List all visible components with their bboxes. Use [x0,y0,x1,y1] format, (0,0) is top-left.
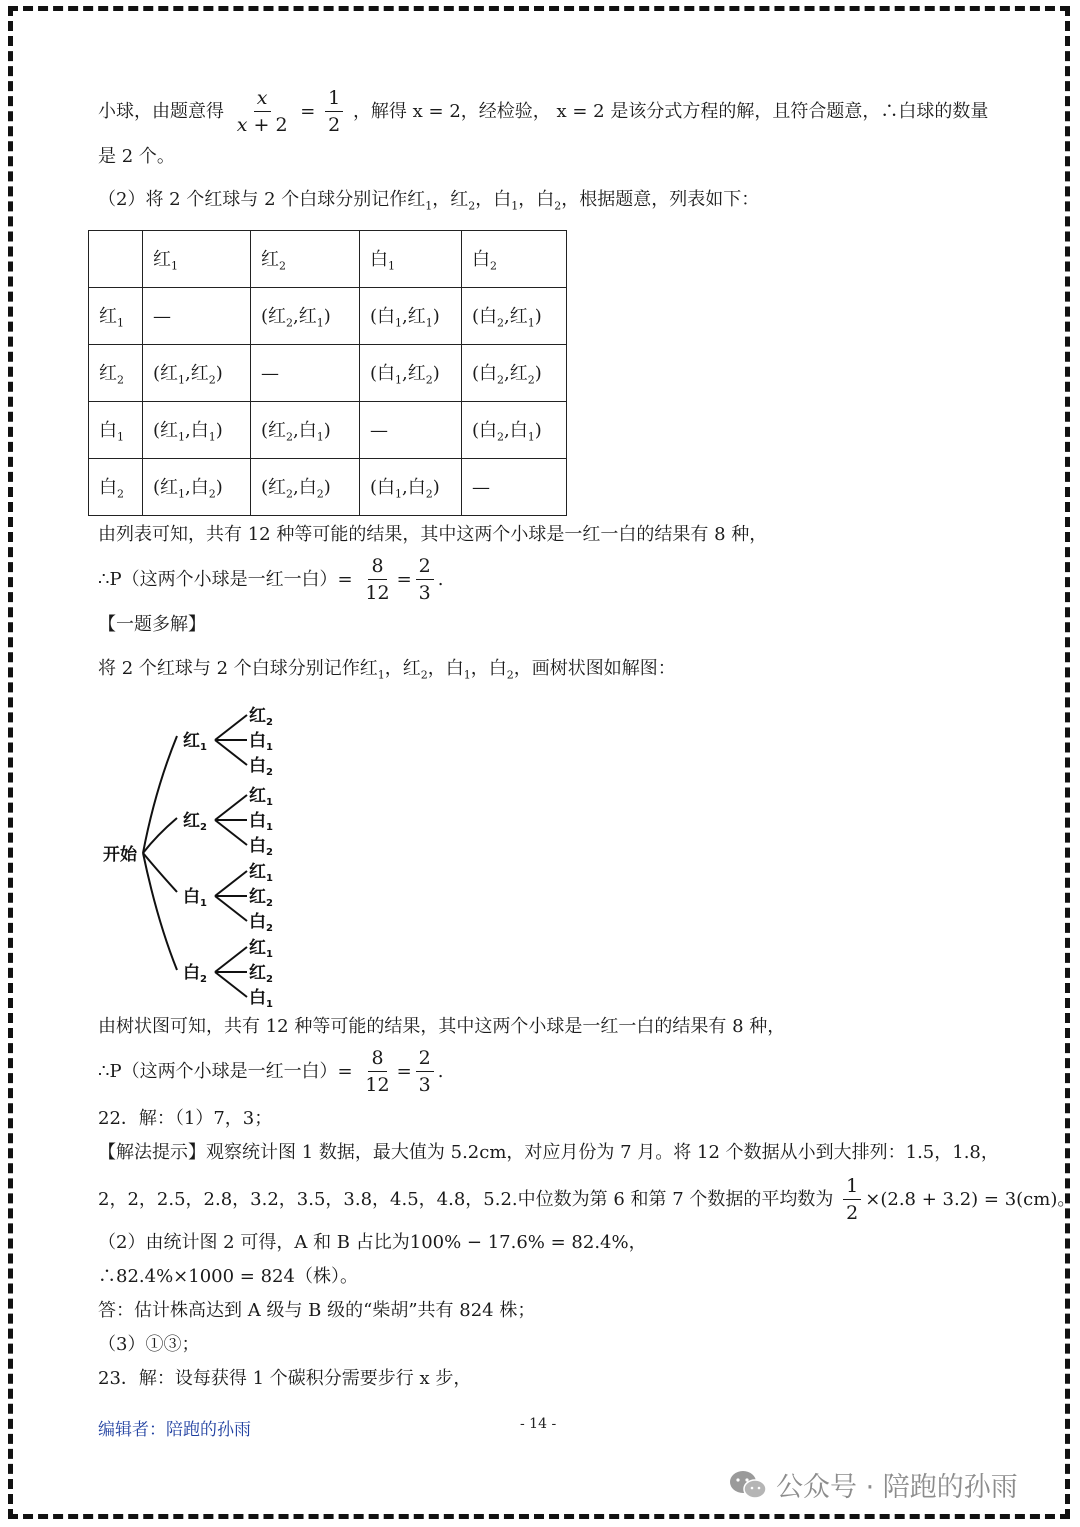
multi-solution-title: 【一题多解】 [98,614,206,635]
tree-diagram [95,700,295,1010]
table-cell: (白$_2$,红$_2$) [462,345,567,402]
table-row [89,288,567,345]
page-number: - 14 - [520,1416,557,1432]
tree-intro: 将 2 个红球与 2 个白球分别记作红$_1$，红$_2$，白$_1$，白$_2$，画树状图如解图： [98,658,676,682]
tree-edge [215,795,247,820]
probability-line-2: ∴P（这两个小球是一红一白）= $\frac{8}{12}$ = $\frac{2}{3}$ . [98,1047,444,1096]
tree-edge [215,947,247,972]
wechat-icon [728,1469,768,1501]
table-cell: 红$_2$ [251,231,360,288]
table-cell: 红$_2$ [89,345,143,402]
hint-line-1: 【解法提示】观察统计图 1 数据，最大值为 5.2cm，对应月份为 7 月。将 12 个数据从小到大排列：1.5，1.8， [98,1142,999,1163]
table-row [89,345,567,402]
tree-leaf-label: 白$_2$ [249,912,273,934]
table-cell: 白$_2$ [462,231,567,288]
tree-branch-label: 白$_1$ [183,887,207,909]
table-cell: 白$_1$ [360,231,462,288]
fraction-8-12: $\frac{8}{12}$ [365,555,390,604]
table-cell: (白$_1$,白$_2$) [360,459,462,516]
tree-conclusion: 由树状图可知，共有 12 种等可能的结果，其中这两个小球是一红一白的结果有 8 种， [98,1016,786,1037]
tree-leaf-label: 白$_1$ [249,811,273,833]
editor-credit: 编辑者：陪跑的孙雨 [98,1420,251,1440]
fraction-one-half: $\frac{1}{2}$ [325,88,343,136]
table-cell: — [143,288,251,345]
table-cell: 白$_1$ [89,402,143,459]
solution-line-1: 小球，由题意得 $\frac{x}{x + 2}$ = $\frac{1}{2}$ ，解得 x = 2，经检验， x = 2 是该分式方程的解，且符合题意，∴白球的数量 [98,87,989,136]
tree-leaf-label: 白$_2$ [249,836,273,858]
table-cell: (红$_2$,白$_1$) [251,402,360,459]
fraction-one-half: $\frac{1}{2}$ [843,1176,861,1224]
tree-leaf-label: 红$_1$ [249,786,273,808]
table-cell: (红$_2$,红$_1$) [251,288,360,345]
table-cell: — [251,345,360,402]
tree-leaf-label: 白$_2$ [249,756,273,778]
solution-line-2: 是 2 个。 [98,146,175,167]
q22-part3: （3）①③； [98,1334,200,1355]
table-cell: 红$_1$ [89,288,143,345]
watermark [728,1465,1018,1504]
tree-branch-label: 红$_1$ [183,731,207,753]
tree-root: 开始 [103,845,137,865]
tree-edge [215,896,247,921]
list-conclusion: 由列表可知，共有 12 种等可能的结果，其中这两个小球是一红一白的结果有 8 种， [98,524,768,545]
tree-edge [215,740,247,765]
table-cell [89,231,143,288]
table-cell: (白$_1$,红$_1$) [360,288,462,345]
table-cell: (红$_1$,红$_2$) [143,345,251,402]
q22-part2-calc: ∴82.4%×1000 = 824（株）。 [98,1266,358,1287]
table-cell: (红$_2$,白$_2$) [251,459,360,516]
table-cell: — [462,459,567,516]
tree-leaf-label: 白$_1$ [249,988,273,1010]
answer-line: 答：估计株高达到 A 级与 B 级的“柴胡”共有 824 株； [98,1300,536,1321]
table-cell: (白$_1$,红$_2$) [360,345,462,402]
watermark-text: 公众号 · 陪跑的孙雨 [776,1472,1018,1503]
tree-leaf-label: 红$_2$ [249,963,273,985]
table-cell: (白$_2$,白$_1$) [462,402,567,459]
table-row [89,402,567,459]
q22-part2: （2）由统计图 2 可得，A 和 B 占比为100% − 17.6% = 82.4%， [98,1232,647,1253]
table-header-row [89,231,567,288]
fraction-2-3: $\frac{2}{3}$ [416,556,434,604]
tree-leaf-label: 红$_1$ [249,938,273,960]
table-cell: — [360,402,462,459]
tree-branch-label: 白$_2$ [183,963,207,985]
tree-branch-label: 红$_2$ [183,811,207,833]
table-row [89,459,567,516]
table-cell: (白$_2$,红$_1$) [462,288,567,345]
table-cell: 红$_1$ [143,231,251,288]
fraction-8-12: $\frac{8}{12}$ [365,1047,390,1096]
probability-line-1: ∴P（这两个小球是一红一白）= $\frac{8}{12}$ = $\frac{2}{3}$ . [98,555,444,604]
q23-line: 23．解：设每获得 1 个碳积分需要步行 x 步， [98,1368,472,1389]
tree-edge [215,871,247,896]
outcome-table [88,230,567,516]
q22-part1: 22．解：（1）7，3； [98,1108,273,1129]
table-cell: (红$_1$,白$_2$) [143,459,251,516]
tree-leaf-label: 红$_2$ [249,887,273,909]
tree-leaf-label: 红$_2$ [249,706,273,728]
tree-leaf-label: 白$_1$ [249,731,273,753]
table-cell: (红$_1$,白$_1$) [143,402,251,459]
hint-line-2: 2，2，2.5，2.8，3.2，3.5，3.8，4.5，4.8，5.2.中位数为第 6 和第 7 个数据的平均数为 $\frac{1}{2}$ ×(2.8 + 3.2) = 3(cm)。 [98,1175,1076,1224]
fraction-2-3: $\frac{2}{3}$ [416,1048,434,1096]
fraction-x-over-x-plus-2: $\frac{x}{x + 2}$ [236,87,288,136]
tree-edge [215,715,247,740]
table-cell: 白$_2$ [89,459,143,516]
part2-intro: （2）将 2 个红球与 2 个白球分别记作红$_1$，红$_2$，白$_1$，白$_2$，根据题意，列表如下： [98,189,760,213]
tree-edge [215,820,247,845]
tree-edge [215,972,247,997]
tree-leaf-label: 红$_1$ [249,862,273,884]
